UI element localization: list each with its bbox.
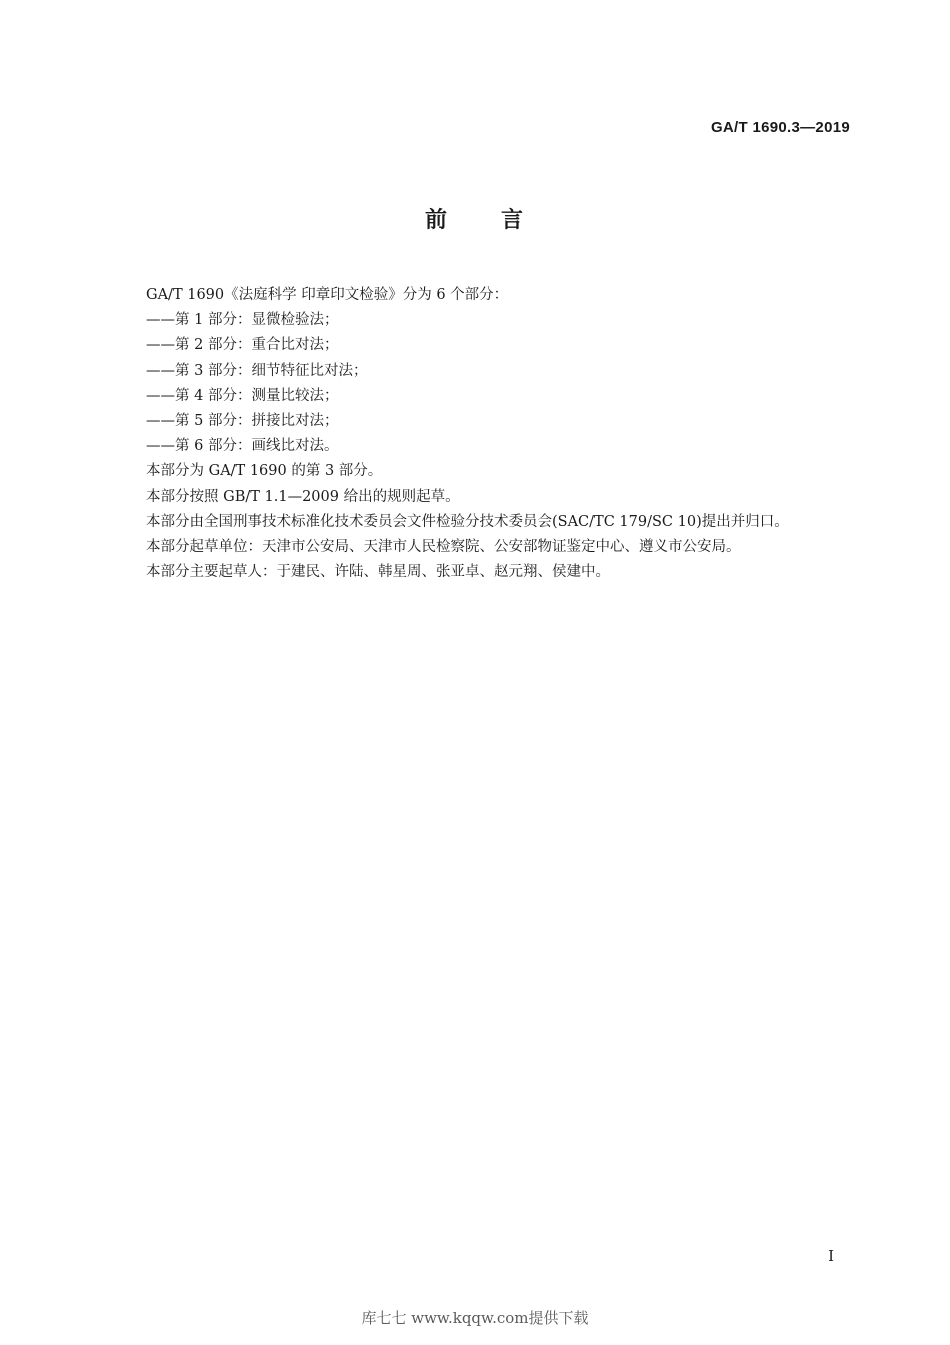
drafting-rule-paragraph: 本部分按照 GB/T 1.1—2009 给出的规则起草。	[146, 488, 460, 505]
document-code: GA/T 1690.3—2019	[710, 119, 850, 136]
title-char-2: 言	[501, 208, 526, 233]
drafting-units-paragraph: 本部分起草单位：天津市公安局、天津市人民检察院、公安部物证鉴定中心、遵义市公安局。	[146, 539, 741, 556]
title-char-1: 前	[424, 208, 449, 233]
page-title	[0, 203, 950, 234]
page-number: I	[828, 1247, 834, 1265]
this-part-paragraph: 本部分为 GA/T 1690 的第 3 部分。	[146, 463, 383, 480]
drafters-paragraph: 本部分主要起草人：于建民、许陆、韩星周、张亚卓、赵元翔、侯建中。	[146, 564, 610, 581]
part-list-item: ——第 1 部分：显微检验法；	[146, 312, 339, 329]
part-list-item: ——第 6 部分：画线比对法。	[146, 438, 339, 455]
download-watermark: 库七七 www.kqqw.com提供下载	[361, 1309, 589, 1327]
intro-paragraph: GA/T 1690《法庭科学 印章印文检验》分为 6 个部分：	[146, 287, 509, 303]
part-list-item: ——第 3 部分：细节特征比对法；	[146, 362, 368, 379]
part-list-item: ——第 4 部分：测量比较法；	[146, 387, 339, 404]
foreword-body	[114, 283, 854, 585]
part-list-item: ——第 2 部分：重合比对法；	[146, 337, 339, 354]
proposer-paragraph: 本部分由全国刑事技术标准化技术委员会文件检验分技术委员会(SAC/TC 179/SC 10)提出并归口。	[146, 513, 789, 530]
part-list-item: ——第 5 部分：拼接比对法；	[146, 413, 339, 430]
